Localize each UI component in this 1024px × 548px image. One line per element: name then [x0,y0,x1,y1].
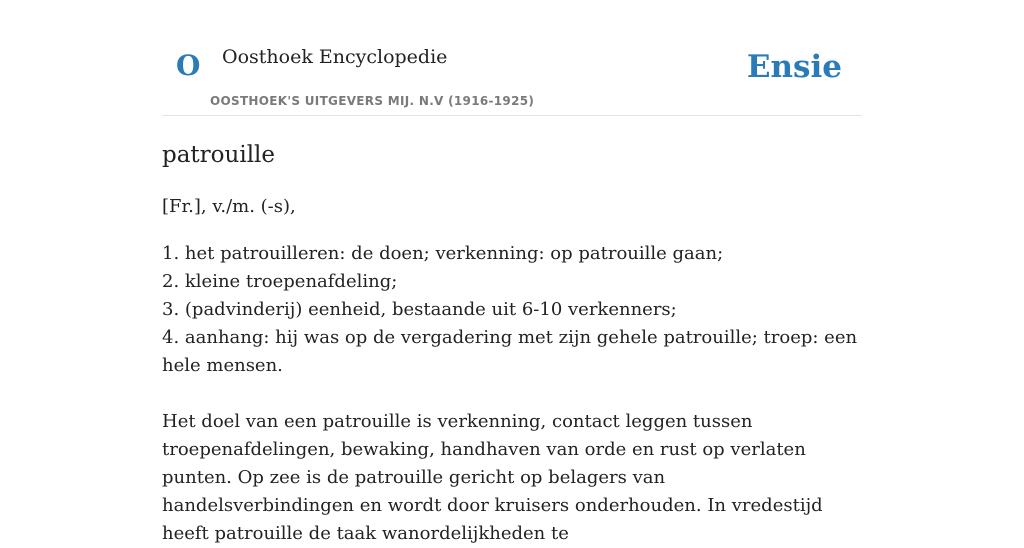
page [162,0,862,548]
spacer [162,380,862,408]
source-logo-icon[interactable]: O [176,49,201,82]
entry-paragraph: Het doel van een patrouille is verkenning, contact leggen tussen troepenafdelingen, bewaking, handhaven van orde en rust op verlaten punten. Op zee is de patrouille gericht op belagers van handelsverbindingen en wordt door kruisers onderhouden. In vredestijd heeft patrouille de taak wanordelijkheden te [162,411,823,544]
source-title[interactable]: Oosthoek Encyclopedie [222,46,448,68]
entry-grammar: [Fr.], v./m. (-s), [162,196,296,217]
definition-list [162,240,862,380]
entry-content [162,116,862,548]
definition-item: 2. kleine troepenafdeling; [162,271,398,292]
definition-item: 1. het patrouilleren: de doen; verkenning: op patrouille gaan; [162,243,724,264]
definition-item: 3. (padvinderij) eenheid, bestaande uit 6-10 verkenners; [162,299,677,320]
entry-title: patrouille [162,142,276,168]
ensie-logo[interactable]: Ensie [746,49,842,85]
header [162,0,862,116]
definition-item: 4. aanhang: hij was op de vergadering met zijn gehele patrouille; troep: een hele mensen. [162,327,858,376]
source-subtitle: OOSTHOEK'S UITGEVERS MIJ. N.V (1916-1925) [210,94,535,108]
